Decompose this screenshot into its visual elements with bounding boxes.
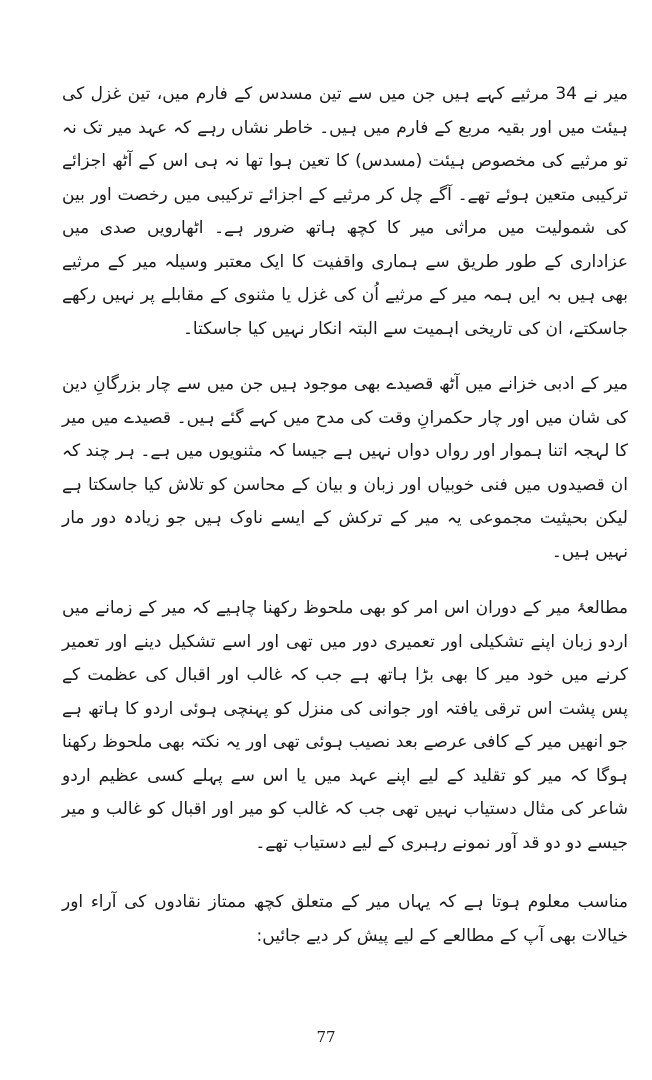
paragraph-marsiya: میر نے 34 مرثیے کہے ہیں جن میں سے تین مسدس کے فارم میں، تین غزل کی ہیئت میں اور بقیہ مربع کے فارم میں ہیں۔ خاطر نشاں رہے کہ عہد میر تک نہ تو مرثیے کی مخصوص ہیئت (مسدس) کا تعین ہوا تھا نہ ہی اس کے آٹھ اجزائے ترکیبی متعین ہوئے تھے۔ آگے چل کر مرثیے کے اجزائے ترکیبی میں رخصت اور بین کی شمولیت میں مراثی میر کا کچھ ہاتھ ضرور ہے۔ اٹھارویں صدی میں عزاداری کے طور طریق سے ہماری واقفیت کا ایک معتبر وسیلہ میر کے مرثیے بھی ہیں بہ ایں ہمہ میر کے مرثیے اُن کی غزل یا مثنوی کے مقابلے پر نہیں رکھے جاسکتے، ان کی تاریخی اہمیت سے البتہ انکار نہیں کیا جاسکتا۔ — [62, 84, 628, 339]
paragraph-qasida: میر کے ادبی خزانے میں آٹھ قصیدے بھی موجود ہیں جن میں سے چار بزرگانِ دین کی شان میں اور چار حکمرانِ وقت کی مدح میں کہے گئے ہیں۔ قصیدے میں میر کا لہجہ اتنا ہموار اور رواں دواں نہیں ہے جیسا کہ مثنویوں میں ہے۔ ہر چند کہ ان قصیدوں میں فنی خوبیاں اور زبان و بیان کے محاسن کو تلاش کیا جاسکتا ہے لیکن بحیثیت مجموعی یہ میر کے ترکش کے ایسے ناوک ہیں جو زیادہ دور مار نہیں ہیں۔ — [62, 374, 628, 562]
paragraph-mutala-e-mir: مطالعۂ میر کے دوران اس امر کو بھی ملحوظ رکھنا چاہیے کہ میر کے زمانے میں اردو زبان اپنے تشکیلی اور تعمیری دور میں تھی اور اسے تشکیل دینے اور تعمیر کرنے میں خود میر کا بھی بڑا ہاتھ ہے جب کہ غالب اور اقبال کی عظمت کے پس پشت اس ترقی یافتہ اور جوانی کی منزل کو پہنچی ہوئی اردو کا ہاتھ ہے جو انھیں میر کے کافی عرصے بعد نصیب ہوئی تھی اور یہ نکتہ بھی ملحوظ رکھنا ہوگا کہ میر کو تقلید کے لیے اپنے عہد میں یا اس سے پہلے کسی عظیم اردو شاعر کی مثال دستیاب نہیں تھی جب کہ غالب کو میر اور اقبال کو غالب و میر جیسے دو دو قد آور نمونے رہبری کے لیے دستیاب تھے۔ — [62, 598, 628, 853]
page-number: 77 — [316, 1028, 336, 1046]
paragraph-critics-intro: مناسب معلوم ہوتا ہے کہ یہاں میر کے متعلق کچھ ممتاز نقادوں کی آراء اور خیالات بھی آپ کے مطالعے کے لیے پیش کر دیے جائیں: — [62, 892, 628, 946]
